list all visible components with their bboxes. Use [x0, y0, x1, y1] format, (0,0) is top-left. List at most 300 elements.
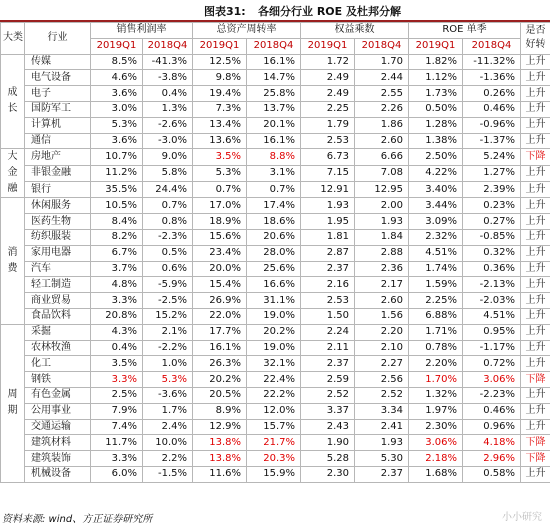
header-period: 2019Q1	[409, 38, 463, 54]
value-cell: 3.0%	[91, 101, 143, 117]
industry-cell: 建筑装饰	[25, 451, 91, 467]
value-cell: 4.51%	[409, 245, 463, 261]
value-cell: -1.17%	[463, 340, 521, 356]
value-cell: 1.93	[355, 435, 409, 451]
value-cell: 3.40%	[409, 182, 463, 198]
value-cell: 9.8%	[193, 70, 247, 86]
value-cell: 2.1%	[143, 324, 193, 340]
change-cell: 上升	[521, 277, 550, 293]
header-category: 大类	[1, 23, 25, 55]
value-cell: 6.0%	[91, 466, 143, 482]
value-cell: -2.2%	[143, 340, 193, 356]
category-cell: 大金融	[1, 149, 25, 198]
value-cell: 15.6%	[193, 229, 247, 245]
industry-cell: 食品饮料	[25, 308, 91, 324]
value-cell: 2.53	[301, 133, 355, 149]
change-cell: 上升	[521, 324, 550, 340]
source-note: 资料来源: wind、方正证券研究所	[2, 514, 153, 525]
value-cell: 5.3%	[193, 165, 247, 181]
value-cell: -11.32%	[463, 54, 521, 70]
value-cell: 1.28%	[409, 117, 463, 133]
value-cell: 19.4%	[193, 86, 247, 102]
industry-cell: 传媒	[25, 54, 91, 70]
industry-cell: 汽车	[25, 261, 91, 277]
value-cell: 1.90	[301, 435, 355, 451]
value-cell: 0.5%	[143, 245, 193, 261]
value-cell: 1.97%	[409, 403, 463, 419]
industry-cell: 电子	[25, 86, 91, 102]
industry-cell: 国防军工	[25, 101, 91, 117]
value-cell: 18.9%	[193, 214, 247, 230]
value-cell: 2.11	[301, 340, 355, 356]
value-cell: 6.88%	[409, 308, 463, 324]
value-cell: 20.0%	[193, 261, 247, 277]
value-cell: 22.4%	[247, 372, 301, 388]
value-cell: -2.5%	[143, 293, 193, 309]
table-row	[1, 101, 550, 117]
value-cell: 3.5%	[193, 149, 247, 165]
value-cell: 2.30%	[409, 419, 463, 435]
header-period: 2018Q4	[355, 38, 409, 54]
header-period: 2018Q4	[247, 38, 301, 54]
category-cell: 消费	[1, 198, 25, 324]
value-cell: 2.18%	[409, 451, 463, 467]
value-cell: 5.3%	[91, 117, 143, 133]
table-row	[1, 451, 550, 467]
value-cell: 12.9%	[193, 419, 247, 435]
value-cell: 2.37	[301, 261, 355, 277]
value-cell: 19.0%	[247, 340, 301, 356]
value-cell: 6.7%	[91, 245, 143, 261]
value-cell: 3.3%	[91, 451, 143, 467]
value-cell: 22.2%	[247, 387, 301, 403]
value-cell: 2.52	[355, 387, 409, 403]
value-cell: 26.9%	[193, 293, 247, 309]
value-cell: 2.53	[301, 293, 355, 309]
value-cell: 2.24	[301, 324, 355, 340]
industry-cell: 农林牧渔	[25, 340, 91, 356]
change-cell: 上升	[521, 387, 550, 403]
value-cell: 2.16	[301, 277, 355, 293]
table-row	[1, 387, 550, 403]
value-cell: -1.36%	[463, 70, 521, 86]
value-cell: 28.0%	[247, 245, 301, 261]
value-cell: 20.8%	[91, 308, 143, 324]
value-cell: 7.15	[301, 165, 355, 181]
watermark: 小小研究	[502, 512, 542, 523]
change-cell: 下降	[521, 451, 550, 467]
value-cell: 8.2%	[91, 229, 143, 245]
value-cell: -1.37%	[463, 133, 521, 149]
value-cell: 2.59	[301, 372, 355, 388]
header-group: 权益乘数	[301, 23, 409, 39]
header-group: ROE 单季	[409, 23, 521, 39]
change-cell: 上升	[521, 466, 550, 482]
value-cell: 2.36	[355, 261, 409, 277]
value-cell: 16.1%	[193, 340, 247, 356]
value-cell: 3.34	[355, 403, 409, 419]
value-cell: 2.25%	[409, 293, 463, 309]
value-cell: 1.59%	[409, 277, 463, 293]
table-row	[1, 419, 550, 435]
value-cell: 2.52	[301, 387, 355, 403]
value-cell: 1.93	[355, 214, 409, 230]
value-cell: 3.09%	[409, 214, 463, 230]
value-cell: 13.7%	[247, 101, 301, 117]
value-cell: 0.27%	[463, 214, 521, 230]
header-period: 2019Q1	[301, 38, 355, 54]
value-cell: 11.2%	[91, 165, 143, 181]
value-cell: 0.72%	[463, 356, 521, 372]
value-cell: 11.7%	[91, 435, 143, 451]
industry-cell: 电气设备	[25, 70, 91, 86]
value-cell: 12.0%	[247, 403, 301, 419]
value-cell: -3.6%	[143, 387, 193, 403]
change-cell: 上升	[521, 133, 550, 149]
value-cell: 22.0%	[193, 308, 247, 324]
value-cell: 3.37	[301, 403, 355, 419]
value-cell: 3.6%	[91, 86, 143, 102]
table-row	[1, 149, 550, 165]
change-cell: 上升	[521, 293, 550, 309]
value-cell: -1.5%	[143, 466, 193, 482]
value-cell: 2.30	[301, 466, 355, 482]
value-cell: 11.6%	[193, 466, 247, 482]
header-period: 2018Q4	[143, 38, 193, 54]
value-cell: 2.25	[301, 101, 355, 117]
value-cell: 12.91	[301, 182, 355, 198]
change-cell: 上升	[521, 261, 550, 277]
value-cell: 20.6%	[247, 229, 301, 245]
value-cell: 2.55	[355, 86, 409, 102]
value-cell: 1.70%	[409, 372, 463, 388]
value-cell: 1.79	[301, 117, 355, 133]
change-cell: 上升	[521, 403, 550, 419]
value-cell: 2.37	[301, 356, 355, 372]
value-cell: 1.27%	[463, 165, 521, 181]
value-cell: 15.2%	[143, 308, 193, 324]
value-cell: 23.4%	[193, 245, 247, 261]
header-period: 2019Q1	[193, 38, 247, 54]
change-cell: 上升	[521, 356, 550, 372]
value-cell: -5.9%	[143, 277, 193, 293]
table-row	[1, 133, 550, 149]
table-row	[1, 324, 550, 340]
value-cell: 1.7%	[143, 403, 193, 419]
value-cell: 1.81	[301, 229, 355, 245]
figure-label: 图表31:	[204, 5, 246, 18]
header-industry: 行业	[25, 23, 91, 55]
value-cell: 3.44%	[409, 198, 463, 214]
value-cell: 2.41	[355, 419, 409, 435]
value-cell: 31.1%	[247, 293, 301, 309]
value-cell: 5.24%	[463, 149, 521, 165]
header-period: 2018Q4	[463, 38, 521, 54]
value-cell: 0.58%	[463, 466, 521, 482]
table-row	[1, 86, 550, 102]
table-row	[1, 466, 550, 482]
value-cell: 0.50%	[409, 101, 463, 117]
industry-cell: 采掘	[25, 324, 91, 340]
industry-cell: 纺织服装	[25, 229, 91, 245]
value-cell: 5.3%	[143, 372, 193, 388]
industry-cell: 建筑材料	[25, 435, 91, 451]
value-cell: 1.71%	[409, 324, 463, 340]
value-cell: 2.56	[355, 372, 409, 388]
value-cell: 0.4%	[91, 340, 143, 356]
value-cell: 1.72	[301, 54, 355, 70]
value-cell: 0.26%	[463, 86, 521, 102]
table-row	[1, 165, 550, 181]
change-cell: 上升	[521, 229, 550, 245]
table-row	[1, 435, 550, 451]
industry-cell: 轻工制造	[25, 277, 91, 293]
value-cell: 3.1%	[247, 165, 301, 181]
table-row	[1, 182, 550, 198]
value-cell: 1.74%	[409, 261, 463, 277]
value-cell: 2.96%	[463, 451, 521, 467]
industry-cell: 钢铁	[25, 372, 91, 388]
value-cell: 2.26	[355, 101, 409, 117]
value-cell: 18.6%	[247, 214, 301, 230]
value-cell: 10.7%	[91, 149, 143, 165]
value-cell: -2.03%	[463, 293, 521, 309]
value-cell: 1.3%	[143, 101, 193, 117]
change-cell: 上升	[521, 101, 550, 117]
table-row	[1, 293, 550, 309]
value-cell: 0.7%	[143, 198, 193, 214]
value-cell: 16.1%	[247, 54, 301, 70]
value-cell: 20.1%	[247, 117, 301, 133]
industry-cell: 通信	[25, 133, 91, 149]
change-cell: 上升	[521, 182, 550, 198]
value-cell: 3.3%	[91, 293, 143, 309]
change-cell: 下降	[521, 372, 550, 388]
value-cell: 2.44	[355, 70, 409, 86]
value-cell: 4.3%	[91, 324, 143, 340]
value-cell: 13.8%	[193, 451, 247, 467]
value-cell: 1.38%	[409, 133, 463, 149]
value-cell: 0.7%	[193, 182, 247, 198]
value-cell: 2.5%	[91, 387, 143, 403]
value-cell: 4.8%	[91, 277, 143, 293]
header-group: 销售利润率	[91, 23, 193, 39]
value-cell: 2.4%	[143, 419, 193, 435]
value-cell: 15.4%	[193, 277, 247, 293]
value-cell: 2.37	[355, 466, 409, 482]
value-cell: 2.50%	[409, 149, 463, 165]
value-cell: 17.7%	[193, 324, 247, 340]
value-cell: 0.46%	[463, 403, 521, 419]
value-cell: 3.7%	[91, 261, 143, 277]
table-row	[1, 70, 550, 86]
industry-cell: 有色金属	[25, 387, 91, 403]
value-cell: 1.93	[301, 198, 355, 214]
value-cell: 2.20%	[409, 356, 463, 372]
value-cell: 8.8%	[247, 149, 301, 165]
value-cell: 4.22%	[409, 165, 463, 181]
value-cell: 2.10	[355, 340, 409, 356]
value-cell: -2.6%	[143, 117, 193, 133]
value-cell: 8.4%	[91, 214, 143, 230]
value-cell: -3.8%	[143, 70, 193, 86]
value-cell: 19.0%	[247, 308, 301, 324]
header-row-1	[1, 23, 550, 39]
value-cell: 0.36%	[463, 261, 521, 277]
change-cell: 上升	[521, 117, 550, 133]
value-cell: 2.60	[355, 133, 409, 149]
value-cell: 7.08	[355, 165, 409, 181]
header-change: 是否好转	[521, 23, 550, 55]
change-cell: 上升	[521, 308, 550, 324]
value-cell: 25.6%	[247, 261, 301, 277]
value-cell: 16.1%	[247, 133, 301, 149]
value-cell: 20.3%	[247, 451, 301, 467]
category-cell: 周期	[1, 324, 25, 482]
industry-cell: 医药生物	[25, 214, 91, 230]
value-cell: 2.27	[355, 356, 409, 372]
value-cell: 1.70	[355, 54, 409, 70]
value-cell: 2.87	[301, 245, 355, 261]
roe-dupont-table	[0, 22, 550, 483]
change-cell: 上升	[521, 419, 550, 435]
value-cell: 1.0%	[143, 356, 193, 372]
value-cell: 1.84	[355, 229, 409, 245]
value-cell: -0.85%	[463, 229, 521, 245]
change-cell: 上升	[521, 86, 550, 102]
value-cell: 2.43	[301, 419, 355, 435]
value-cell: 13.6%	[193, 133, 247, 149]
header-group: 总资产周转率	[193, 23, 301, 39]
value-cell: 10.5%	[91, 198, 143, 214]
value-cell: 3.6%	[91, 133, 143, 149]
table-body	[1, 54, 550, 482]
value-cell: 16.6%	[247, 277, 301, 293]
value-cell: 2.17	[355, 277, 409, 293]
industry-cell: 休闲服务	[25, 198, 91, 214]
industry-cell: 化工	[25, 356, 91, 372]
value-cell: 5.30	[355, 451, 409, 467]
value-cell: 13.4%	[193, 117, 247, 133]
value-cell: 1.68%	[409, 466, 463, 482]
table-row	[1, 340, 550, 356]
industry-cell: 商业贸易	[25, 293, 91, 309]
value-cell: 0.46%	[463, 101, 521, 117]
value-cell: 2.2%	[143, 451, 193, 467]
value-cell: 5.8%	[143, 165, 193, 181]
change-cell: 上升	[521, 165, 550, 181]
value-cell: 2.39%	[463, 182, 521, 198]
value-cell: 0.96%	[463, 419, 521, 435]
value-cell: 24.4%	[143, 182, 193, 198]
value-cell: 4.51%	[463, 308, 521, 324]
change-cell: 下降	[521, 435, 550, 451]
change-cell: 上升	[521, 198, 550, 214]
value-cell: 7.9%	[91, 403, 143, 419]
value-cell: 20.2%	[247, 324, 301, 340]
value-cell: 6.66	[355, 149, 409, 165]
value-cell: 1.56	[355, 308, 409, 324]
table-row	[1, 372, 550, 388]
value-cell: 3.3%	[91, 372, 143, 388]
table-row	[1, 245, 550, 261]
change-cell: 上升	[521, 245, 550, 261]
value-cell: 0.8%	[143, 214, 193, 230]
table-row	[1, 229, 550, 245]
value-cell: 25.8%	[247, 86, 301, 102]
value-cell: 1.73%	[409, 86, 463, 102]
value-cell: 20.2%	[193, 372, 247, 388]
table-row	[1, 54, 550, 70]
value-cell: -0.96%	[463, 117, 521, 133]
industry-cell: 交通运输	[25, 419, 91, 435]
industry-cell: 家用电器	[25, 245, 91, 261]
table-row	[1, 117, 550, 133]
value-cell: -2.13%	[463, 277, 521, 293]
value-cell: 0.4%	[143, 86, 193, 102]
value-cell: -2.23%	[463, 387, 521, 403]
industry-cell: 银行	[25, 182, 91, 198]
value-cell: 26.3%	[193, 356, 247, 372]
value-cell: 2.00	[355, 198, 409, 214]
value-cell: 2.32%	[409, 229, 463, 245]
value-cell: 21.7%	[247, 435, 301, 451]
value-cell: -3.0%	[143, 133, 193, 149]
industry-cell: 房地产	[25, 149, 91, 165]
value-cell: 8.9%	[193, 403, 247, 419]
value-cell: 32.1%	[247, 356, 301, 372]
value-cell: 0.78%	[409, 340, 463, 356]
value-cell: 35.5%	[91, 182, 143, 198]
value-cell: 4.18%	[463, 435, 521, 451]
value-cell: 1.32%	[409, 387, 463, 403]
value-cell: 0.32%	[463, 245, 521, 261]
value-cell: 14.7%	[247, 70, 301, 86]
industry-cell: 非银金融	[25, 165, 91, 181]
value-cell: 1.86	[355, 117, 409, 133]
change-cell: 下降	[521, 149, 550, 165]
figure-title-bar	[0, 0, 550, 22]
table-row	[1, 198, 550, 214]
value-cell: 0.7%	[247, 182, 301, 198]
table-row	[1, 308, 550, 324]
value-cell: 0.95%	[463, 324, 521, 340]
value-cell: 20.5%	[193, 387, 247, 403]
value-cell: 1.95	[301, 214, 355, 230]
value-cell: 3.5%	[91, 356, 143, 372]
value-cell: 2.49	[301, 86, 355, 102]
value-cell: 13.8%	[193, 435, 247, 451]
value-cell: 5.28	[301, 451, 355, 467]
industry-cell: 公用事业	[25, 403, 91, 419]
change-cell: 上升	[521, 54, 550, 70]
value-cell: -41.3%	[143, 54, 193, 70]
value-cell: 1.12%	[409, 70, 463, 86]
change-cell: 上升	[521, 70, 550, 86]
value-cell: 7.4%	[91, 419, 143, 435]
table-row	[1, 403, 550, 419]
table-row	[1, 214, 550, 230]
table-row	[1, 356, 550, 372]
header-period: 2019Q1	[91, 38, 143, 54]
value-cell: 6.73	[301, 149, 355, 165]
value-cell: 12.5%	[193, 54, 247, 70]
category-cell: 成长	[1, 54, 25, 149]
value-cell: 1.50	[301, 308, 355, 324]
value-cell: 10.0%	[143, 435, 193, 451]
value-cell: 7.3%	[193, 101, 247, 117]
table-row	[1, 277, 550, 293]
